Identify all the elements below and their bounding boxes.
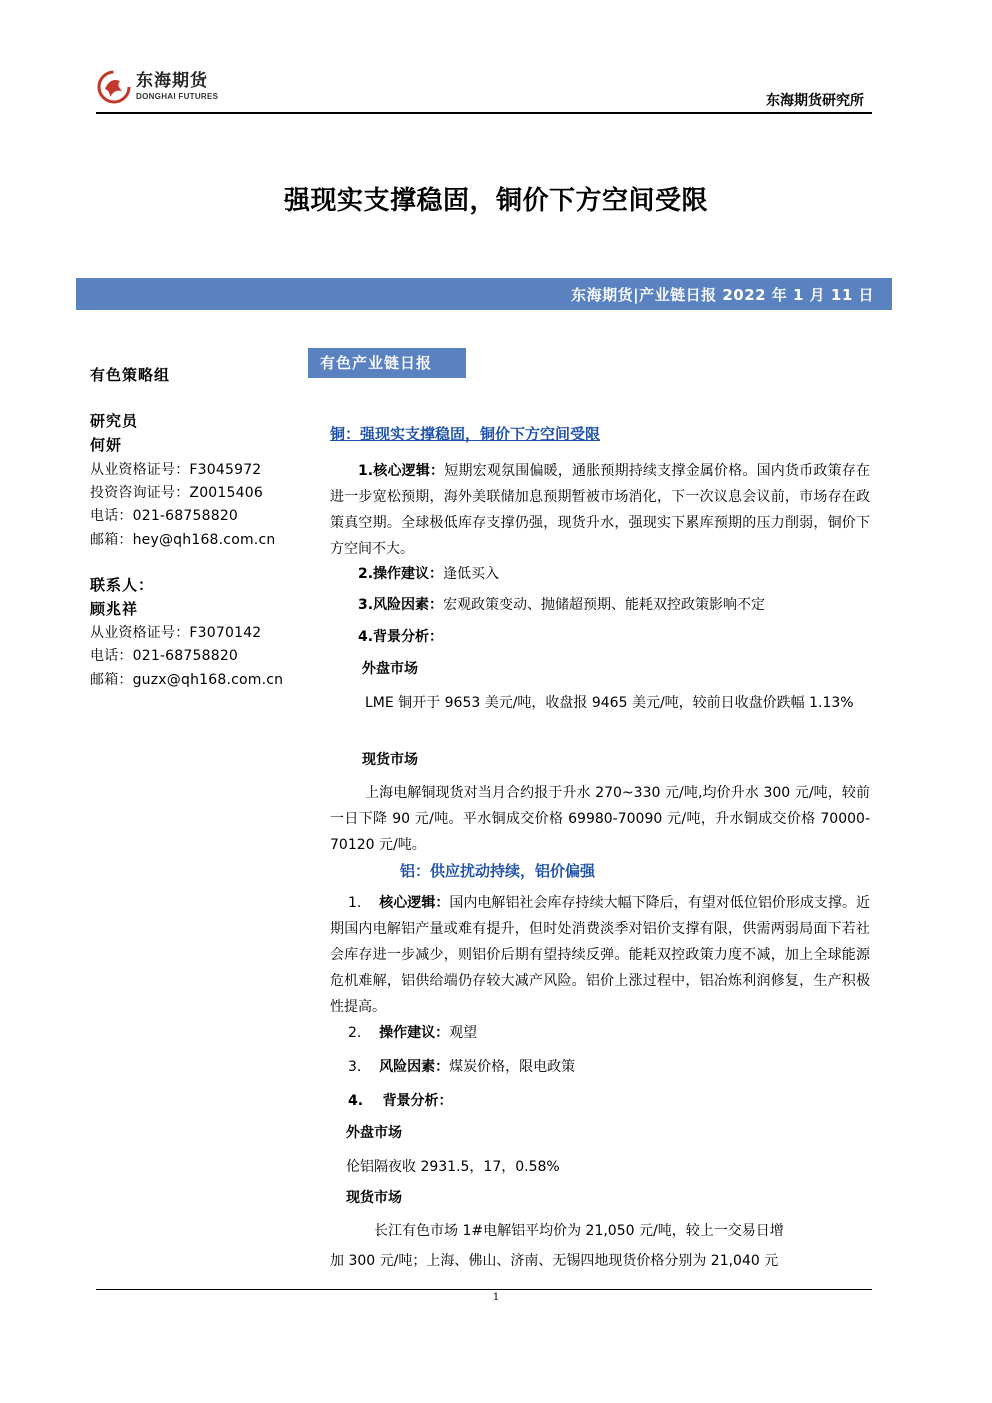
logo-cn-text: 东海期货 bbox=[136, 71, 208, 91]
aluminum-advice bbox=[330, 1020, 870, 1046]
donghai-dragon-logo-icon bbox=[96, 69, 132, 105]
contact-email[interactable]: 邮箱：guzx@qh168.com.cn bbox=[90, 672, 284, 688]
researcher-name: 何妍 bbox=[90, 436, 123, 454]
company-logo bbox=[96, 66, 236, 108]
researcher-consult-cert: 投资咨询证号：Z0015406 bbox=[90, 485, 263, 501]
copper-core-logic bbox=[330, 458, 870, 562]
sidebar-group-title: 有色策略组 bbox=[90, 366, 171, 384]
researcher-cert: 从业资格证号：F3045972 bbox=[90, 462, 262, 478]
aluminum-logic-num: 1. bbox=[348, 895, 362, 911]
contact-name: 顾兆祥 bbox=[90, 600, 139, 618]
contact-phone: 电话：021-68758820 bbox=[90, 648, 239, 664]
researcher-phone: 电话：021-68758820 bbox=[90, 508, 239, 524]
aluminum-title-link[interactable]: 铝：供应扰动持续，铝价偏强 bbox=[400, 862, 596, 880]
report-band-text: 东海期货|产业链日报 2022 年 1 月 11 日 bbox=[571, 286, 874, 304]
copper-risk-text: 宏观政策变动、抛储超预期、能耗双控政策影响不定 bbox=[443, 597, 766, 613]
aluminum-spot-label: 现货市场 bbox=[346, 1190, 402, 1206]
copper-background-label: 4.背景分析： bbox=[358, 629, 444, 645]
aluminum-risk-num: 3. bbox=[348, 1059, 362, 1075]
aluminum-logic-text: 国内电解铝社会库存持续大幅下降后，有望对低位铝价形成支撑。近期国内电解铝产量或难有提升，但时处消费淡季对铝价支撑有限，供需两弱局面下若社会库存进一步减少，则铝价后期有望持续反弹。能耗双控政策力度不减，加上全球能源危机难解，铝供给端仍存较大减产风险。铝价上涨过程中，铝冶炼利润修复，生产积极性提高。 bbox=[330, 895, 870, 1015]
aluminum-bg-label: 背景分析： bbox=[382, 1093, 453, 1109]
contact-label: 联系人： bbox=[90, 576, 155, 594]
aluminum-bg-num: 4. bbox=[348, 1093, 364, 1109]
copper-spot-label: 现货市场 bbox=[362, 752, 418, 768]
copper-advice bbox=[330, 561, 870, 587]
aluminum-advice-num: 2. bbox=[348, 1025, 362, 1041]
aluminum-section-title[interactable] bbox=[330, 858, 870, 885]
copper-logic-text: 短期宏观氛围偏暖，通胀预期持续支撑金属价格。国内货币政策存在进一步宽松预期，海外美联储加息预期暂被市场消化，下一次议息会议前，市场存在政策真空期。全球极低库存支撑仍强，现货升水，强现实下累库预期的压力削弱，铜价下方空间不大。 bbox=[330, 463, 870, 557]
aluminum-spot-text-line2: 加 300 元/吨；上海、佛山、济南、无锡四地现货价格分别为 21,040 元 bbox=[330, 1253, 779, 1269]
page-number: 1 bbox=[492, 1292, 500, 1303]
copper-section-title[interactable] bbox=[330, 421, 870, 448]
researcher-label: 研究员 bbox=[90, 412, 139, 430]
aluminum-spot-text-line1: 长江有色市场 1#电解铝平均价为 21,050 元/吨，较上一交易日增 bbox=[374, 1223, 784, 1239]
copper-risk-label: 3.风险因素： bbox=[358, 597, 444, 613]
researcher-email[interactable]: 邮箱：hey@qh168.com.cn bbox=[90, 532, 276, 548]
section-tag: 有色产业链日报 bbox=[308, 348, 466, 378]
report-band bbox=[76, 278, 892, 310]
document-title: 强现实支撑稳固，铜价下方空间受限 bbox=[283, 186, 708, 216]
copper-spot-text: 上海电解铜现货对当月合约报于升水 270~330 元/吨,均价升水 300 元/吨，较前一日下降 90 元/吨。平水铜成交价格 69980-70090 元/吨，升水铜成交价格 70000-70120 元/吨。 bbox=[330, 785, 870, 853]
aluminum-risk-label: 风险因素： bbox=[379, 1059, 450, 1075]
aluminum-risk-text: 煤炭价格，限电政策 bbox=[449, 1059, 576, 1075]
aluminum-overseas-label: 外盘市场 bbox=[346, 1125, 402, 1141]
copper-overseas-label: 外盘市场 bbox=[362, 661, 418, 677]
aluminum-overseas-text: 伦铝隔夜收 2931.5，17，0.58% bbox=[346, 1159, 560, 1175]
contact-cert: 从业资格证号：F3070142 bbox=[90, 625, 262, 641]
institute-name: 东海期货研究所 bbox=[766, 93, 864, 109]
copper-title-link[interactable]: 铜：强现实支撑稳固，铜价下方空间受限 bbox=[330, 425, 601, 443]
copper-risk bbox=[330, 592, 870, 618]
logo-en-text: DONGHAI FUTURES bbox=[136, 92, 219, 101]
aluminum-logic-label: 核心逻辑： bbox=[379, 895, 450, 911]
aluminum-advice-label: 操作建议： bbox=[379, 1025, 450, 1041]
copper-advice-text: 逢低买入 bbox=[443, 566, 500, 582]
aluminum-advice-text: 观望 bbox=[449, 1025, 478, 1041]
copper-overseas-text: LME 铜开于 9653 美元/吨，收盘报 9465 美元/吨，较前日收盘价跌幅 1.13% bbox=[365, 695, 854, 711]
copper-advice-label: 2.操作建议： bbox=[358, 566, 444, 582]
copper-logic-label: 1.核心逻辑： bbox=[358, 463, 445, 479]
aluminum-core-logic bbox=[330, 890, 870, 1020]
aluminum-risk bbox=[330, 1054, 870, 1080]
aluminum-background bbox=[330, 1088, 870, 1114]
header-rule bbox=[96, 112, 872, 114]
footer-rule bbox=[96, 1289, 872, 1290]
